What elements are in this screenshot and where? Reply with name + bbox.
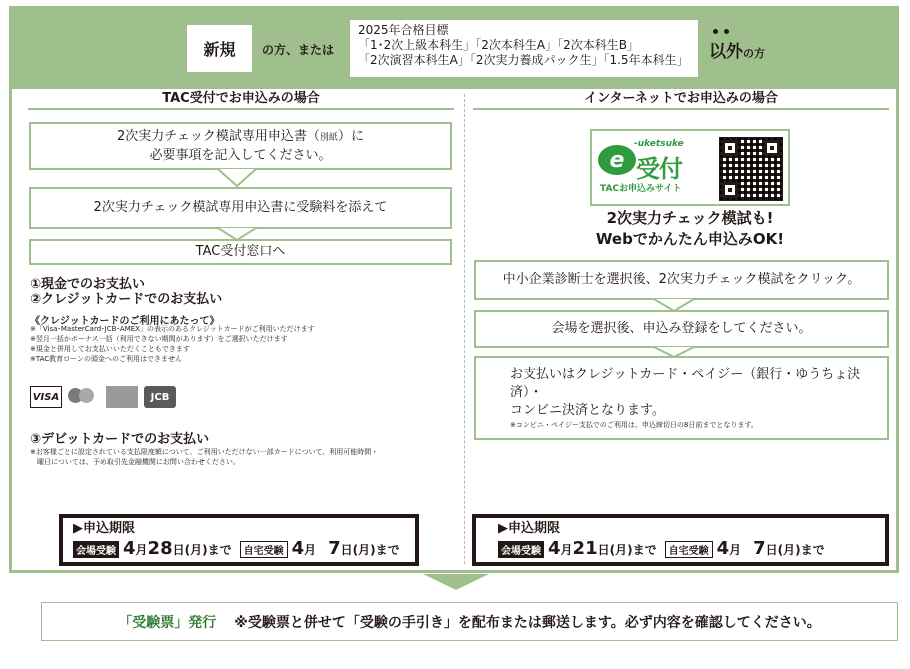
deadline-dates [73, 538, 405, 559]
promo-line1: 2次実力チェック模試も! [606, 209, 774, 227]
home-exam-tag: 自宅受験 [665, 541, 713, 558]
right-step-select-course: 中小企業診断士を選択後、2次実力チェック模試をクリック。 [474, 260, 889, 300]
tac-counter-title: TAC受付でお申込みの場合 [28, 88, 454, 110]
home-day: 7 [753, 538, 766, 559]
venue-day: 21 [572, 538, 598, 559]
amex-logo [106, 386, 138, 408]
venue-month: 4 [123, 538, 136, 559]
separate-sheet-label: 別紙 [319, 132, 338, 143]
down-arrow-icon [423, 574, 489, 590]
debit-note: ※お客様ごとに設定されている支払限度額について、ご利用いただけない一部カードについて、利用可能時間・ [30, 448, 379, 456]
uke-wordmark: 受付 [636, 155, 682, 183]
jcb-logo: JCB [144, 386, 176, 408]
credit-note: ※「Visa･MasterCard･JCB･AMEX」の表示のあるクレジットカードがご利用いただけます [30, 325, 315, 333]
right-step-register: 会場を選択後、申込み登録をしてください。 [474, 310, 889, 348]
pay-debit: ③デビットカードでのお支払い [30, 432, 210, 447]
uketsuke-wordmark: -uketsuke [634, 139, 684, 149]
payment-line1: お支払いはクレジットカード・ペイジー（銀行・ゆうちょ決済）・ [510, 366, 861, 400]
tac-site-label: TACお申込みサイト [600, 184, 682, 194]
payment-line2: コンビニ決済となります。 [510, 402, 665, 418]
debit-note: 曜日については、予め取引先金融機関にお問い合わせください。 [30, 458, 240, 466]
credit-note: ※翌月一括かボーナス一括（利用できない期間があります）をご選択いただけます [30, 335, 288, 343]
e-uketsuke-badge [590, 129, 790, 206]
pay-cash: ①現金でのお支払い [30, 277, 146, 292]
venue-exam-tag: 会場受験 [498, 541, 544, 558]
venue-exam-tag: 会場受験 [73, 541, 119, 558]
deadline-title: ▶申込期限 [73, 521, 135, 536]
month-unit: 月 [135, 543, 148, 557]
exam-ticket-note: ※受験票と併せて「受験の手引き」を配布または郵送します。必ず内容を確認してください。 [234, 614, 821, 631]
venue-day: 28 [147, 538, 173, 559]
target-courses-line1: 「1･2次上級本科生」「2次本科生A」「2次本科生B」 [358, 38, 639, 52]
application-panel [9, 6, 899, 573]
day-suffix: 日(月)まで [340, 543, 400, 557]
internet-title: インターネットでお申込みの場合 [473, 88, 889, 110]
person-suffix: の方 [743, 47, 765, 60]
payment-note: ※コンビニ・ペイジー支払でのご利用は、申込締切日の8日前までとなります。 [510, 420, 758, 429]
debit-notes [30, 447, 378, 467]
card-brand-logos [30, 385, 176, 409]
deadline-title: ▶申込期限 [498, 521, 560, 536]
eligibility-header [12, 9, 896, 89]
month-unit: 月 [729, 543, 742, 557]
new-applicant-label: 新規 [187, 25, 252, 72]
left-step-fill-form [29, 122, 452, 170]
left-step-fill-form-line1 [117, 128, 364, 147]
qr-code-icon[interactable] [719, 137, 783, 201]
emphasis-dots [710, 29, 732, 35]
day-suffix: 日(月)まで [765, 543, 825, 557]
home-day: 7 [328, 538, 341, 559]
credit-note: ※TAC教育ローンの頭金へのご利用はできません [30, 355, 183, 363]
exam-ticket-notice [41, 602, 898, 641]
left-step-attach-fee: 2次実力チェック模試専用申込書に受験料を添えて [29, 187, 452, 229]
e-mark-icon: e [598, 145, 636, 175]
credit-note: ※現金と併用してお支払いいただくこともできます [30, 345, 190, 353]
target-year: 2025年合格目標 [358, 23, 449, 37]
e-uketsuke-logo [598, 135, 693, 197]
deadline-dates [486, 538, 875, 559]
credit-notes [30, 324, 315, 364]
credit-notes-heading: 《クレジットカードのご利用にあたって》 [30, 316, 220, 327]
step1-text-b: ）に [337, 128, 364, 144]
step1-text-a: 2次実力チェック模試専用申込書（ [117, 128, 320, 144]
left-step-tac-counter: TAC受付窓口へ [29, 239, 452, 265]
except-text: 以外 [709, 42, 743, 62]
web-promo [590, 208, 790, 250]
day-suffix: 日(月)まで [597, 543, 657, 557]
or-label: の方、または [262, 43, 335, 57]
home-month: 4 [291, 538, 305, 559]
day-suffix: 日(月)まで [172, 543, 232, 557]
target-courses-box [350, 20, 698, 77]
except-label [709, 37, 765, 62]
exam-ticket-issue: 「受験票」発行 [118, 614, 217, 631]
right-deadline-box [472, 514, 889, 566]
home-month: 4 [716, 538, 730, 559]
promo-line2: Webでかんたん申込みOK! [595, 230, 785, 248]
month-unit: 月 [304, 543, 317, 557]
right-step-payment [474, 356, 889, 440]
home-exam-tag: 自宅受験 [240, 541, 288, 558]
mastercard-logo [68, 386, 100, 408]
left-step-fill-form-line2: 必要事項を記入してください。 [149, 147, 332, 163]
target-courses-line2: 「2次演習本科生A」「2次実力養成パック生」「1.5年本科生」 [358, 53, 689, 67]
visa-logo: VISA [30, 386, 62, 408]
pay-credit: ②クレジットカードでのお支払い [30, 292, 223, 307]
column-divider [464, 94, 465, 564]
venue-month: 4 [548, 538, 561, 559]
month-unit: 月 [560, 543, 573, 557]
left-deadline-box [59, 514, 419, 566]
